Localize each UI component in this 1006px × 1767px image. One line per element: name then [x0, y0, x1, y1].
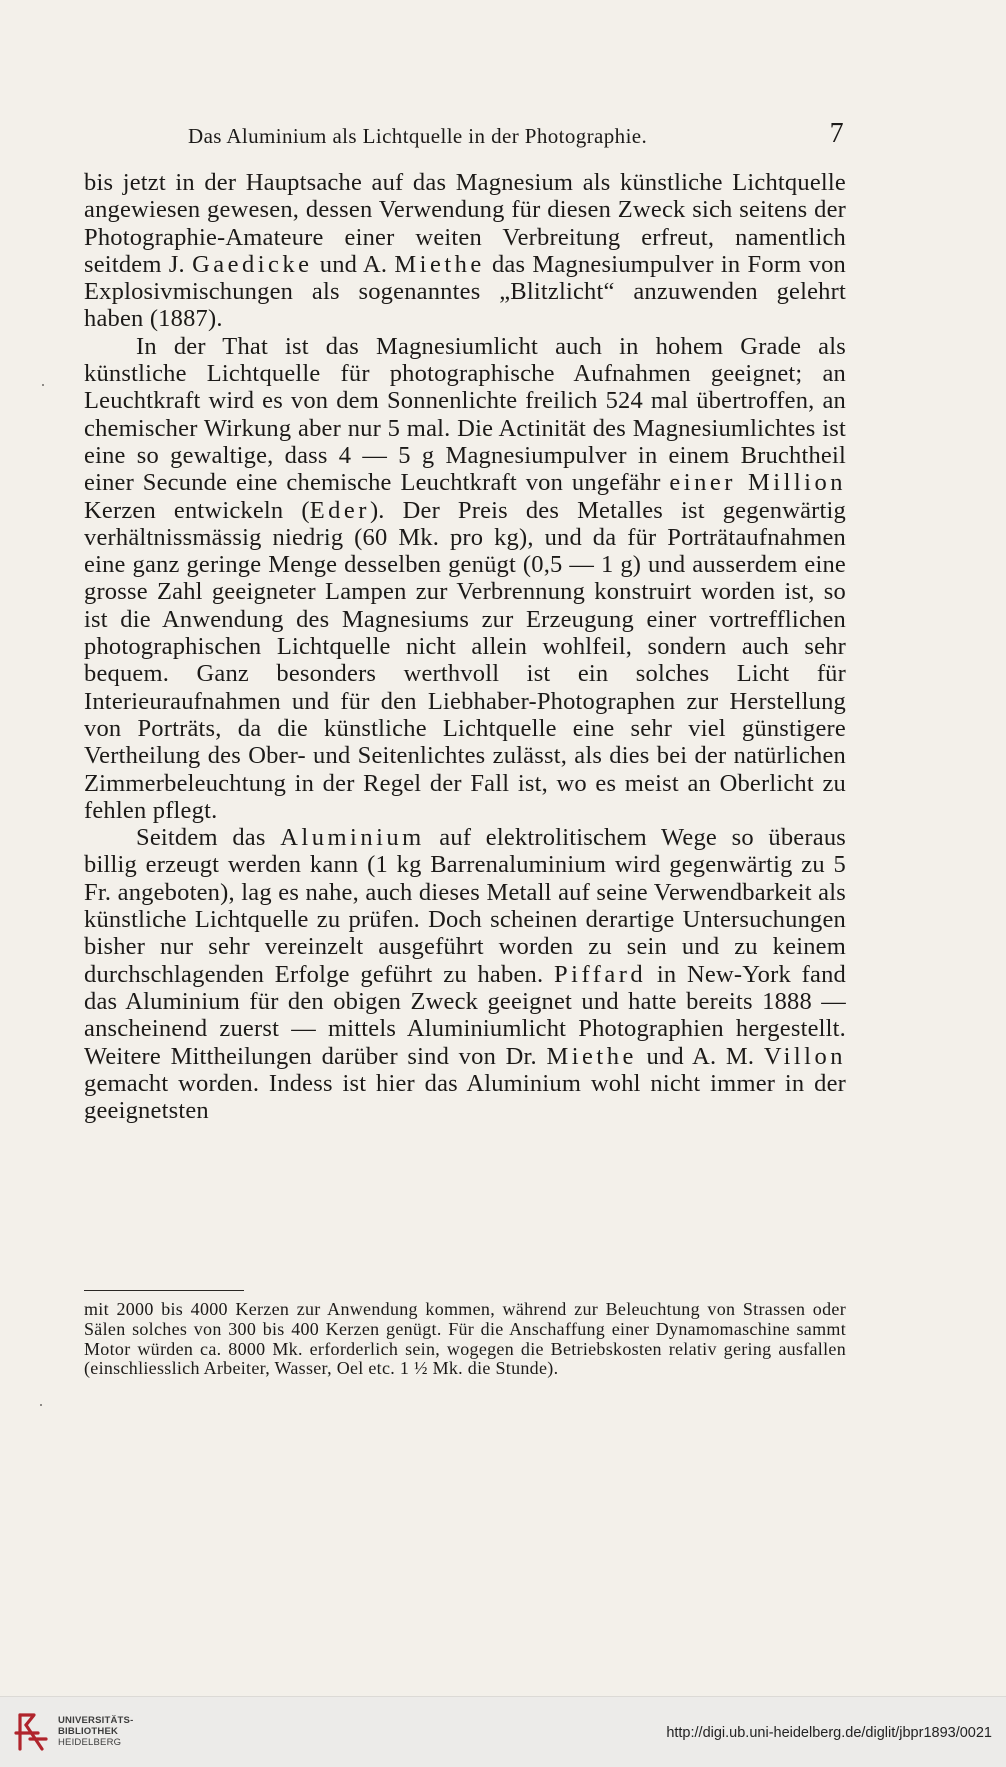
- footer-bar: [0, 1696, 1006, 1767]
- name-eder: Eder: [309, 496, 370, 524]
- body-text: [84, 169, 846, 1124]
- page-number: 7: [829, 118, 844, 149]
- name-miethe: Miethe: [394, 250, 485, 278]
- emphasis-einer-million: einer Million: [669, 469, 846, 497]
- footnote-rule: [84, 1290, 244, 1291]
- source-url-link[interactable]: http://digi.ub.uni-heidelberg.de/diglit/jbpr1893/0021: [666, 1725, 992, 1741]
- name-villon: Villon: [763, 1042, 846, 1070]
- running-title: Das Aluminium als Lichtquelle in der Photographie.: [188, 124, 648, 148]
- name-piffard: Piffard: [554, 960, 647, 988]
- library-name: UNIVERSITÄTS- BIBLIOTHEK HEIDELBERG: [58, 1715, 134, 1748]
- name-gaedicke: Gaedicke: [192, 250, 313, 278]
- scan-speck: [40, 1404, 42, 1406]
- name-miethe-2: Miethe: [546, 1042, 637, 1070]
- scan-speck: [42, 384, 44, 386]
- paragraph-1: bis jetzt in der Hauptsache auf das Magnesium als künstliche Lichtquelle angewiesen gewesen, dessen Verwendung für diesen Zweck sich seitens der Photographie-Amateure einer weiten Verbreitung erfreut, namentlich seitdem J. Gaedicke und A. Miethe das Magnesiumpulver in Form von Explosivmischungen als sogenanntes „Blitzlicht“ anzuwenden gelehrt haben (1887).: [84, 169, 846, 333]
- library-logo-icon[interactable]: [12, 1709, 52, 1755]
- paragraph-3: Seitdem das Aluminium auf elektrolitischem Wege so überaus billig erzeugt werden kann (1 kg Barrenaluminium wird gegenwärtig zu 5 Fr. angeboten), lag es nahe, auch dieses Metall auf seine Verwendbarkeit als künstliche Lichtquelle zu prüfen. Doch scheinen derartige Untersuchungen bisher nur sehr vereinzelt ausgeführt worden zu sein und zu keinem durchschlagenden Erfolge geführt zu haben. Piffard in New-York fand das Aluminium für den obigen Zweck geeignet und hatte bereits 1888 — anscheinend zuerst — mittels Aluminiumlicht Photographien hergestellt. Weitere Mittheilungen darüber sind von Dr. Miethe und A. M. Villon gemacht worden. Indess ist hier das Aluminium wohl nicht immer in der geeignetsten: [84, 824, 847, 1125]
- emphasis-aluminium: Aluminium: [280, 824, 425, 852]
- footnote: mit 2000 bis 4000 Kerzen zur Anwendung kommen, während zur Beleuchtung von Strassen oder Sälen solches von 300 bis 400 Kerzen genügt. Für die Anschaffung einer Dynamomaschine sammt Motor würden ca. 8000 Mk. erforderlich sein, wogegen die Betriebskosten relativ gering ausfallen (einschliesslich Arbeiter, Wasser, Oel etc. 1 ½ Mk. die Stunde).: [84, 1299, 846, 1379]
- paragraph-2: In der That ist das Magnesiumlicht auch in hohem Grade als künstliche Lichtquelle für photographische Aufnahmen geeignet; an Leuchtkraft wird es von dem Sonnenlichte freilich 524 mal übertroffen, an chemischer Wirkung aber nur 5 mal. Die Actinität des Magnesiumlichtes ist eine so gewaltige, dass 4 — 5 g Magnesiumpulver in einem Bruchtheil einer Secunde eine chemische Leuchtkraft von ungefähr einer Million Kerzen entwickeln (Eder). Der Preis des Metalles ist gegenwärtig verhältnissmässig niedrig (60 Mk. pro kg), und da für Porträtaufnahmen eine ganz geringe Menge desselben genügt (0,5 — 1 g) und ausserdem eine grosse Zahl geeigneter Lampen zur Verbrennung konstruirt worden ist, so ist die Anwendung des Magnesiums zur Erzeugung einer vortrefflichen photographischen Lichtquelle nicht allein wohlfeil, sondern auch sehr bequem. Ganz besonders werthvoll ist ein solches Licht für Interieuraufnahmen und für den Liebhaber-Photographen zur Herstellung von Porträts, da die künstliche Lichtquelle eine sehr viel günstigere Vertheilung des Ober- und Seitenlichtes zulässt, als dies bei der natürlichen Zimmerbeleuchtung in der Regel der Fall ist, wo es meist an Oberlicht zu fehlen pflegt.: [84, 332, 847, 824]
